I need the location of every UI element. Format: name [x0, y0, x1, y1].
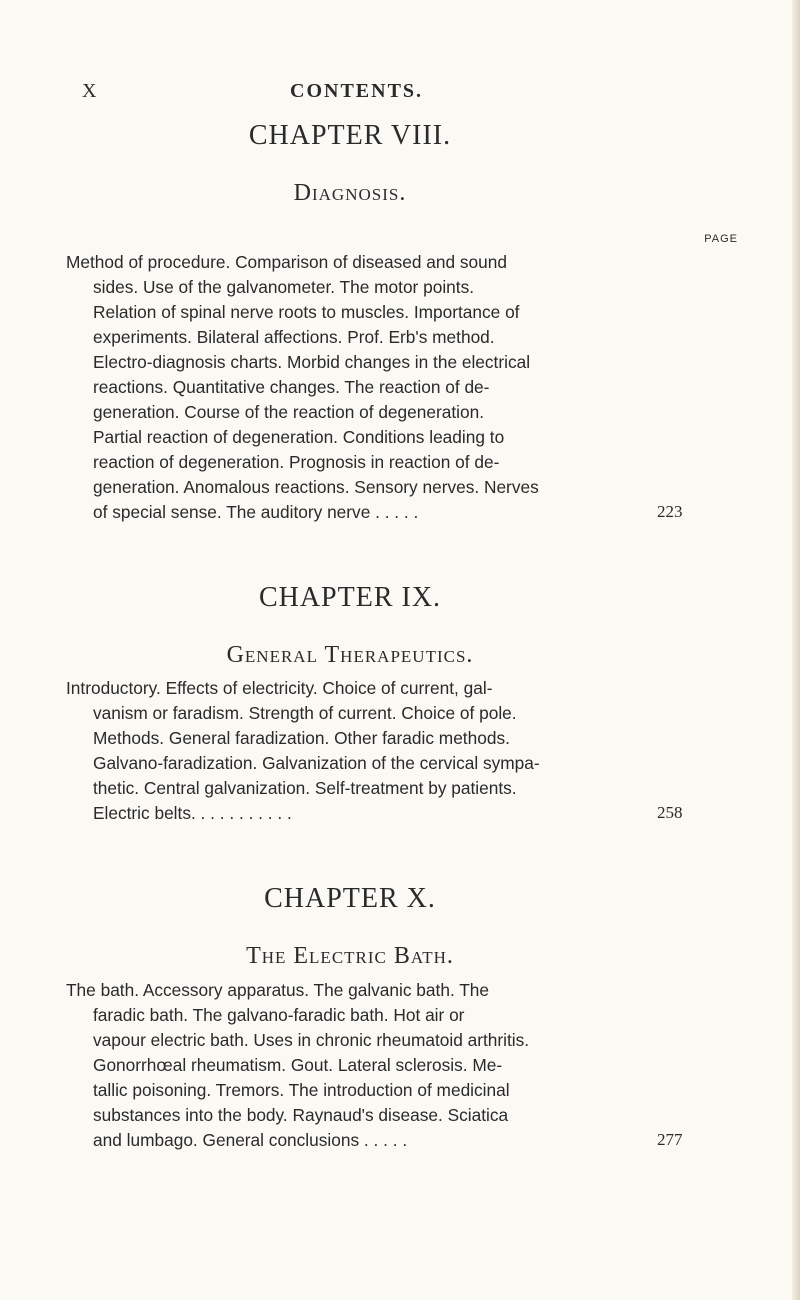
contents-line: vapour electric bath. Uses in chronic rheumatoid arthritis.: [93, 1030, 530, 1050]
running-head-title: CONTENTS.: [290, 80, 424, 102]
chapter-9-contents: [66, 676, 666, 826]
contents-line: Galvano-faradization. Galvanization of the cervical sympa-: [93, 753, 540, 773]
contents-line: vanism or faradism. Strength of current. Choice of pole.: [93, 703, 517, 723]
contents-line: sides. Use of the galvanometer. The motor points.: [93, 277, 475, 297]
contents-line: Gonorrhœal rheumatism. Gout. Lateral sclerosis. Me-: [93, 1055, 503, 1075]
contents-line: of special sense. The auditory nerve . . . . .: [93, 502, 419, 522]
contents-line: and lumbago. General conclusions . . . . .: [93, 1130, 408, 1150]
contents-line: The bath. Accessory apparatus. The galvanic bath. The: [66, 980, 490, 1000]
page-folio: X: [82, 80, 99, 102]
contents-line: Relation of spinal nerve roots to muscles. Importance of: [93, 302, 520, 322]
chapter-title: CHAPTER X.: [264, 883, 436, 914]
contents-line: thetic. Central galvanization. Self-treatment by patients.: [93, 778, 517, 798]
contents-line: tallic poisoning. Tremors. The introduction of medicinal: [93, 1080, 510, 1100]
contents-line: substances into the body. Raynaud's disease. Sciatica: [93, 1105, 509, 1125]
chapter-title: CHAPTER IX.: [258, 582, 442, 613]
contents-line: Partial reaction of degeneration. Conditions leading to: [93, 427, 505, 447]
chapter-8-contents: [66, 250, 666, 525]
page-column-label: PAGE: [704, 233, 738, 245]
chapter-8-heading: [0, 120, 800, 207]
chapter-9-heading: [0, 582, 800, 669]
chapter-10-heading: [0, 883, 800, 970]
contents-line: generation. Course of the reaction of degeneration.: [93, 402, 485, 422]
page-number: 258: [657, 803, 683, 822]
contents-line: Electric belts. . . . . . . . . . .: [93, 803, 292, 823]
chapter-subtitle: The Electric Bath.: [246, 943, 454, 969]
contents-line: Methods. General faradization. Other faradic methods.: [93, 728, 510, 748]
contents-line: experiments. Bilateral affections. Prof. Erb's method.: [93, 327, 495, 347]
contents-line: faradic bath. The galvano-faradic bath. Hot air or: [93, 1005, 465, 1025]
contents-line: generation. Anomalous reactions. Sensory nerves. Nerves: [93, 477, 539, 497]
chapter-10-contents: [66, 978, 666, 1153]
page-number: 277: [657, 1130, 683, 1149]
chapter-subtitle: Diagnosis.: [293, 180, 407, 206]
chapter-title: CHAPTER VIII.: [248, 120, 452, 151]
contents-line: reactions. Quantitative changes. The reaction of de-: [93, 377, 490, 397]
contents-line: reaction of degeneration. Prognosis in reaction of de-: [93, 452, 500, 472]
contents-line: Introductory. Effects of electricity. Choice of current, gal-: [66, 678, 493, 698]
chapter-subtitle: General Therapeutics.: [226, 642, 474, 668]
contents-line: Electro-diagnosis charts. Morbid changes in the electrical: [93, 352, 531, 372]
page-number: 223: [657, 502, 683, 521]
contents-line: Method of procedure. Comparison of diseased and sound: [66, 252, 507, 272]
